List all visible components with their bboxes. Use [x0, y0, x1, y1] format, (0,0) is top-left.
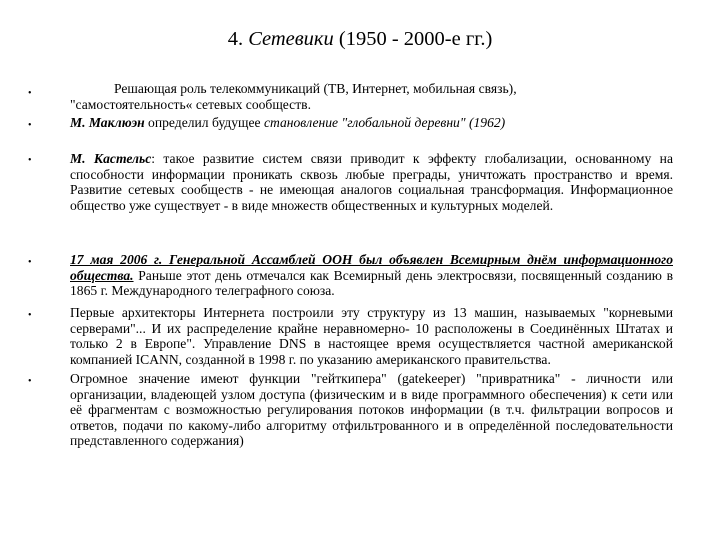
bullet-3: • [28, 155, 32, 166]
bullet-4: • [28, 257, 32, 268]
paragraph-gatekeeper [70, 371, 673, 449]
castells-text: : такое развитие систем связи приводит к эффекту глобализации, основанному на способности информации проникать сквозь любые преграды, уничтожать пространство и время. Развитие сетевых сообществ - не имеющая аналогов социальная трансформация. Информационное общество уже существует - в виде множеств общественных и культурных моделей. [70, 151, 673, 213]
gatekeeper-text: Огромное значение имеют функции "гейткипера" (gatekeeper) "привратника" - личности или организации, владеющей узлом доступа (физическим и в виде программного обеспечения) к сети или её фрагментам с возможностью регулирования потоков информации (в т.ч. фильтрации вопросов и ответов, подачи по какому-либо алгоритму отфильтрованного и в определённой последовательности представленного содержания) [70, 371, 673, 448]
bullet-1: • [28, 88, 32, 99]
bullet-5: • [28, 310, 32, 321]
paragraph-telecom-text2: "самостоятельность« сетевых сообществ. [70, 96, 311, 112]
bullet-2: • [28, 120, 32, 131]
mcluhan-name: М. Маклюэн [70, 115, 145, 130]
paragraph-castells [70, 151, 673, 213]
paragraph-info-society-day [70, 252, 673, 299]
paragraph-mcluhan [70, 115, 673, 131]
mcluhan-emph: становление "глобальной деревни" (1962) [263, 115, 506, 130]
paragraph-telecom [70, 81, 673, 112]
title-number: 4. [227, 28, 244, 50]
title-years: (1950 - 2000-е гг.) [338, 28, 493, 50]
bullet-6: • [28, 376, 32, 387]
info-day-emph: 17 мая 2006 г. Генеральной Ассамблей ООН был объявлен Всемирным днём информационного общества. [70, 252, 673, 283]
paragraph-root-servers [70, 305, 673, 367]
title-main: Сетевики [248, 28, 334, 50]
castells-name: М. Кастельс [70, 151, 152, 166]
slide-title [0, 28, 720, 51]
paragraph-telecom-text1: Решающая роль телекоммуникаций (ТВ, Интернет, мобильная связь), [114, 81, 517, 96]
mcluhan-text: определил будущее [144, 115, 264, 130]
root-servers-text: Первые архитекторы Интернета построили эту структуру из 13 машин, называемых "корневыми серверами"... И их распределение крайне неравномерно- 10 расположены в Соединённых Штатах и только 2 в Европе". Управление DNS в настоящее время осуществляется частной американской компанией ICANN, созданной в 1998 г. по указанию американского правительства. [70, 305, 673, 367]
info-day-text: Раньше этот день отмечался как Всемирный день электросвязи, посвященный созданию в 1865 г. Международного телеграфного союза. [70, 267, 673, 298]
paragraph-telecom-line1 [70, 81, 673, 97]
